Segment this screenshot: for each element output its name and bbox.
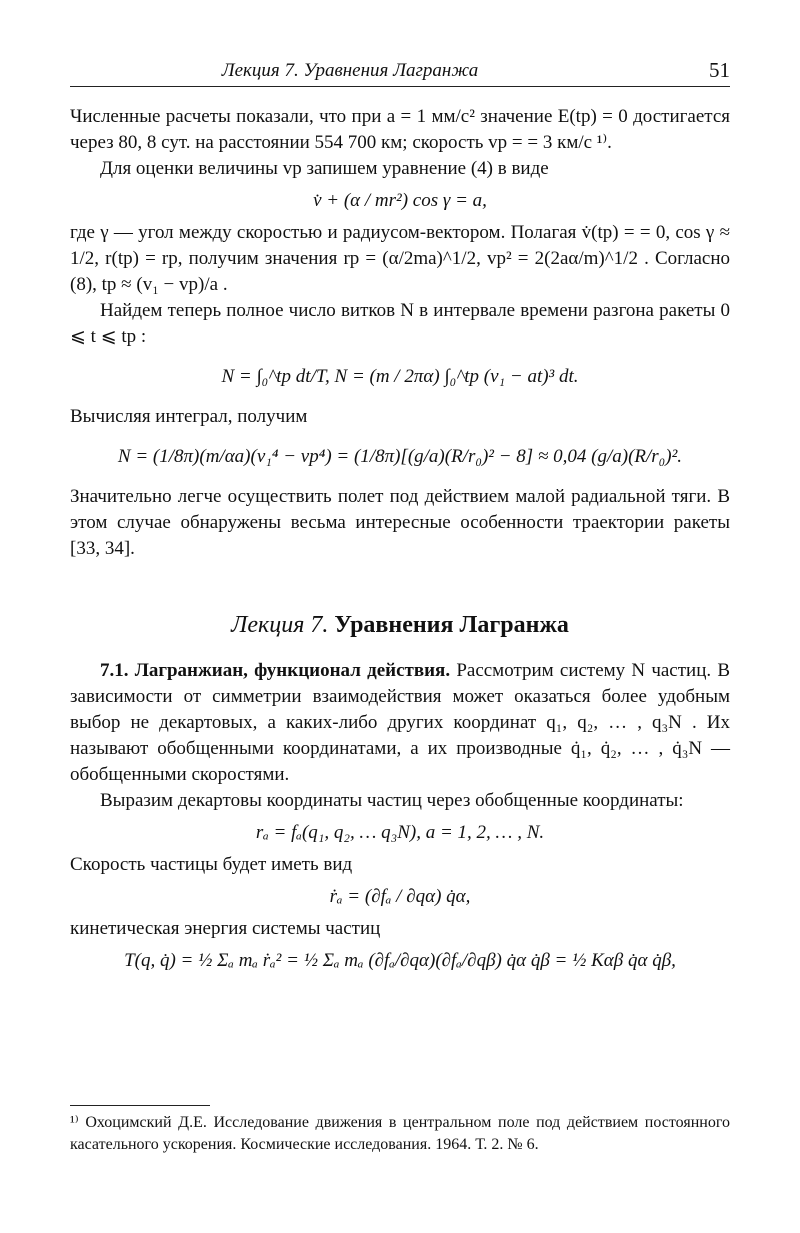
subsection-title: 7.1. Лагранжиан, функционал действия. <box>100 660 451 681</box>
footnote-rule <box>70 1105 210 1106</box>
paragraph-8: Выразим декартовы координаты частиц через обобщенные координаты: <box>100 790 684 811</box>
section-title: Уравнения Лагранжа <box>334 612 569 638</box>
section-heading <box>70 612 730 638</box>
page-body <box>70 104 730 980</box>
paragraph-9: Скорость частицы будет иметь вид <box>70 854 353 875</box>
equation-5: ṙₐ = (∂fₐ / ∂qα) q̇α, <box>329 886 471 907</box>
equation-4: rₐ = fₐ(q₁, q₂, … q₃N), a = 1, 2, … , N. <box>255 822 545 843</box>
equation-1: v̇ + (α / mr²) cos γ = a, <box>313 190 487 211</box>
running-header <box>70 54 730 84</box>
running-title: Лекция 7. Уравнения Лагранжа <box>221 60 479 81</box>
paragraph-6: Значительно легче осуществить полет под действием малой радиальной тяги. В этом случае обнаружены весьма интересные особенности траектории ракеты [33, 34]. <box>70 486 730 559</box>
paragraph-3: где γ — угол между скоростью и радиусом-вектором. Полагая v̇(tр) = = 0, cos γ ≈ 1/2, r(tр) = rр, получим значения rр = (α/2ma)^1/2, vр² = 2(2aα/m)^1/2 . Согласно (8), tр ≈ (v₁ − vр)/a . <box>70 222 730 295</box>
header-rule <box>70 86 730 87</box>
paragraph-2: Для оценки величины vр запишем уравнение (4) в виде <box>100 158 549 179</box>
paragraph-10: кинетическая энергия системы частиц <box>70 918 381 939</box>
equation-6: T(q, q̇) = ½ Σₐ mₐ ṙₐ² = ½ Σₐ mₐ (∂fₐ/∂qα)(∂fₐ/∂qβ) q̇α q̇β = ½ Kαβ q̇α q̇β, <box>124 950 676 971</box>
equation-2: N = ∫₀^tр dt/T, N = (m / 2πα) ∫₀^tр (v₁ − at)³ dt. <box>221 366 579 387</box>
paragraph-7-text: Рассмотрим систему N частиц. В зависимости от симметрии взаимодействия может оказаться более удобным выбор не декартовых, а каких-либо других координат q₁, q₂, … , q₃N . Их называют обобщенными координатами, а их производные q̇₁, q̇₂, … , q̇₃N — обобщенными скоростями. <box>70 660 731 785</box>
page-number: 51 <box>709 58 730 82</box>
paragraph-5: Вычисляя интеграл, получим <box>70 406 308 427</box>
paragraph-4: Найдем теперь полное число витков N в интервале времени разгона ракеты 0 ⩽ t ⩽ tр : <box>70 300 730 347</box>
paragraph-1: Численные расчеты показали, что при a = 1 мм/с² значение E(tр) = 0 достигается через 80, 8 сут. на расстоянии 554 700 км; скорость vр = = 3 км/с ¹⁾. <box>70 106 730 153</box>
paragraph-7 <box>70 658 730 788</box>
equation-3: N = (1/8π)(m/αa)(v₁⁴ − vр⁴) = (1/8π)[(g/a)(R/r₀)² − 8] ≈ 0,04 (g/a)(R/r₀)². <box>117 446 683 467</box>
footnote: ¹⁾ Охоцимский Д.Е. Исследование движения в центральном поле под действием постоянного касательного ускорения. Космические исследования. 1964. Т. 2. № 6. <box>70 1114 730 1153</box>
section-label: Лекция 7. <box>231 612 329 638</box>
